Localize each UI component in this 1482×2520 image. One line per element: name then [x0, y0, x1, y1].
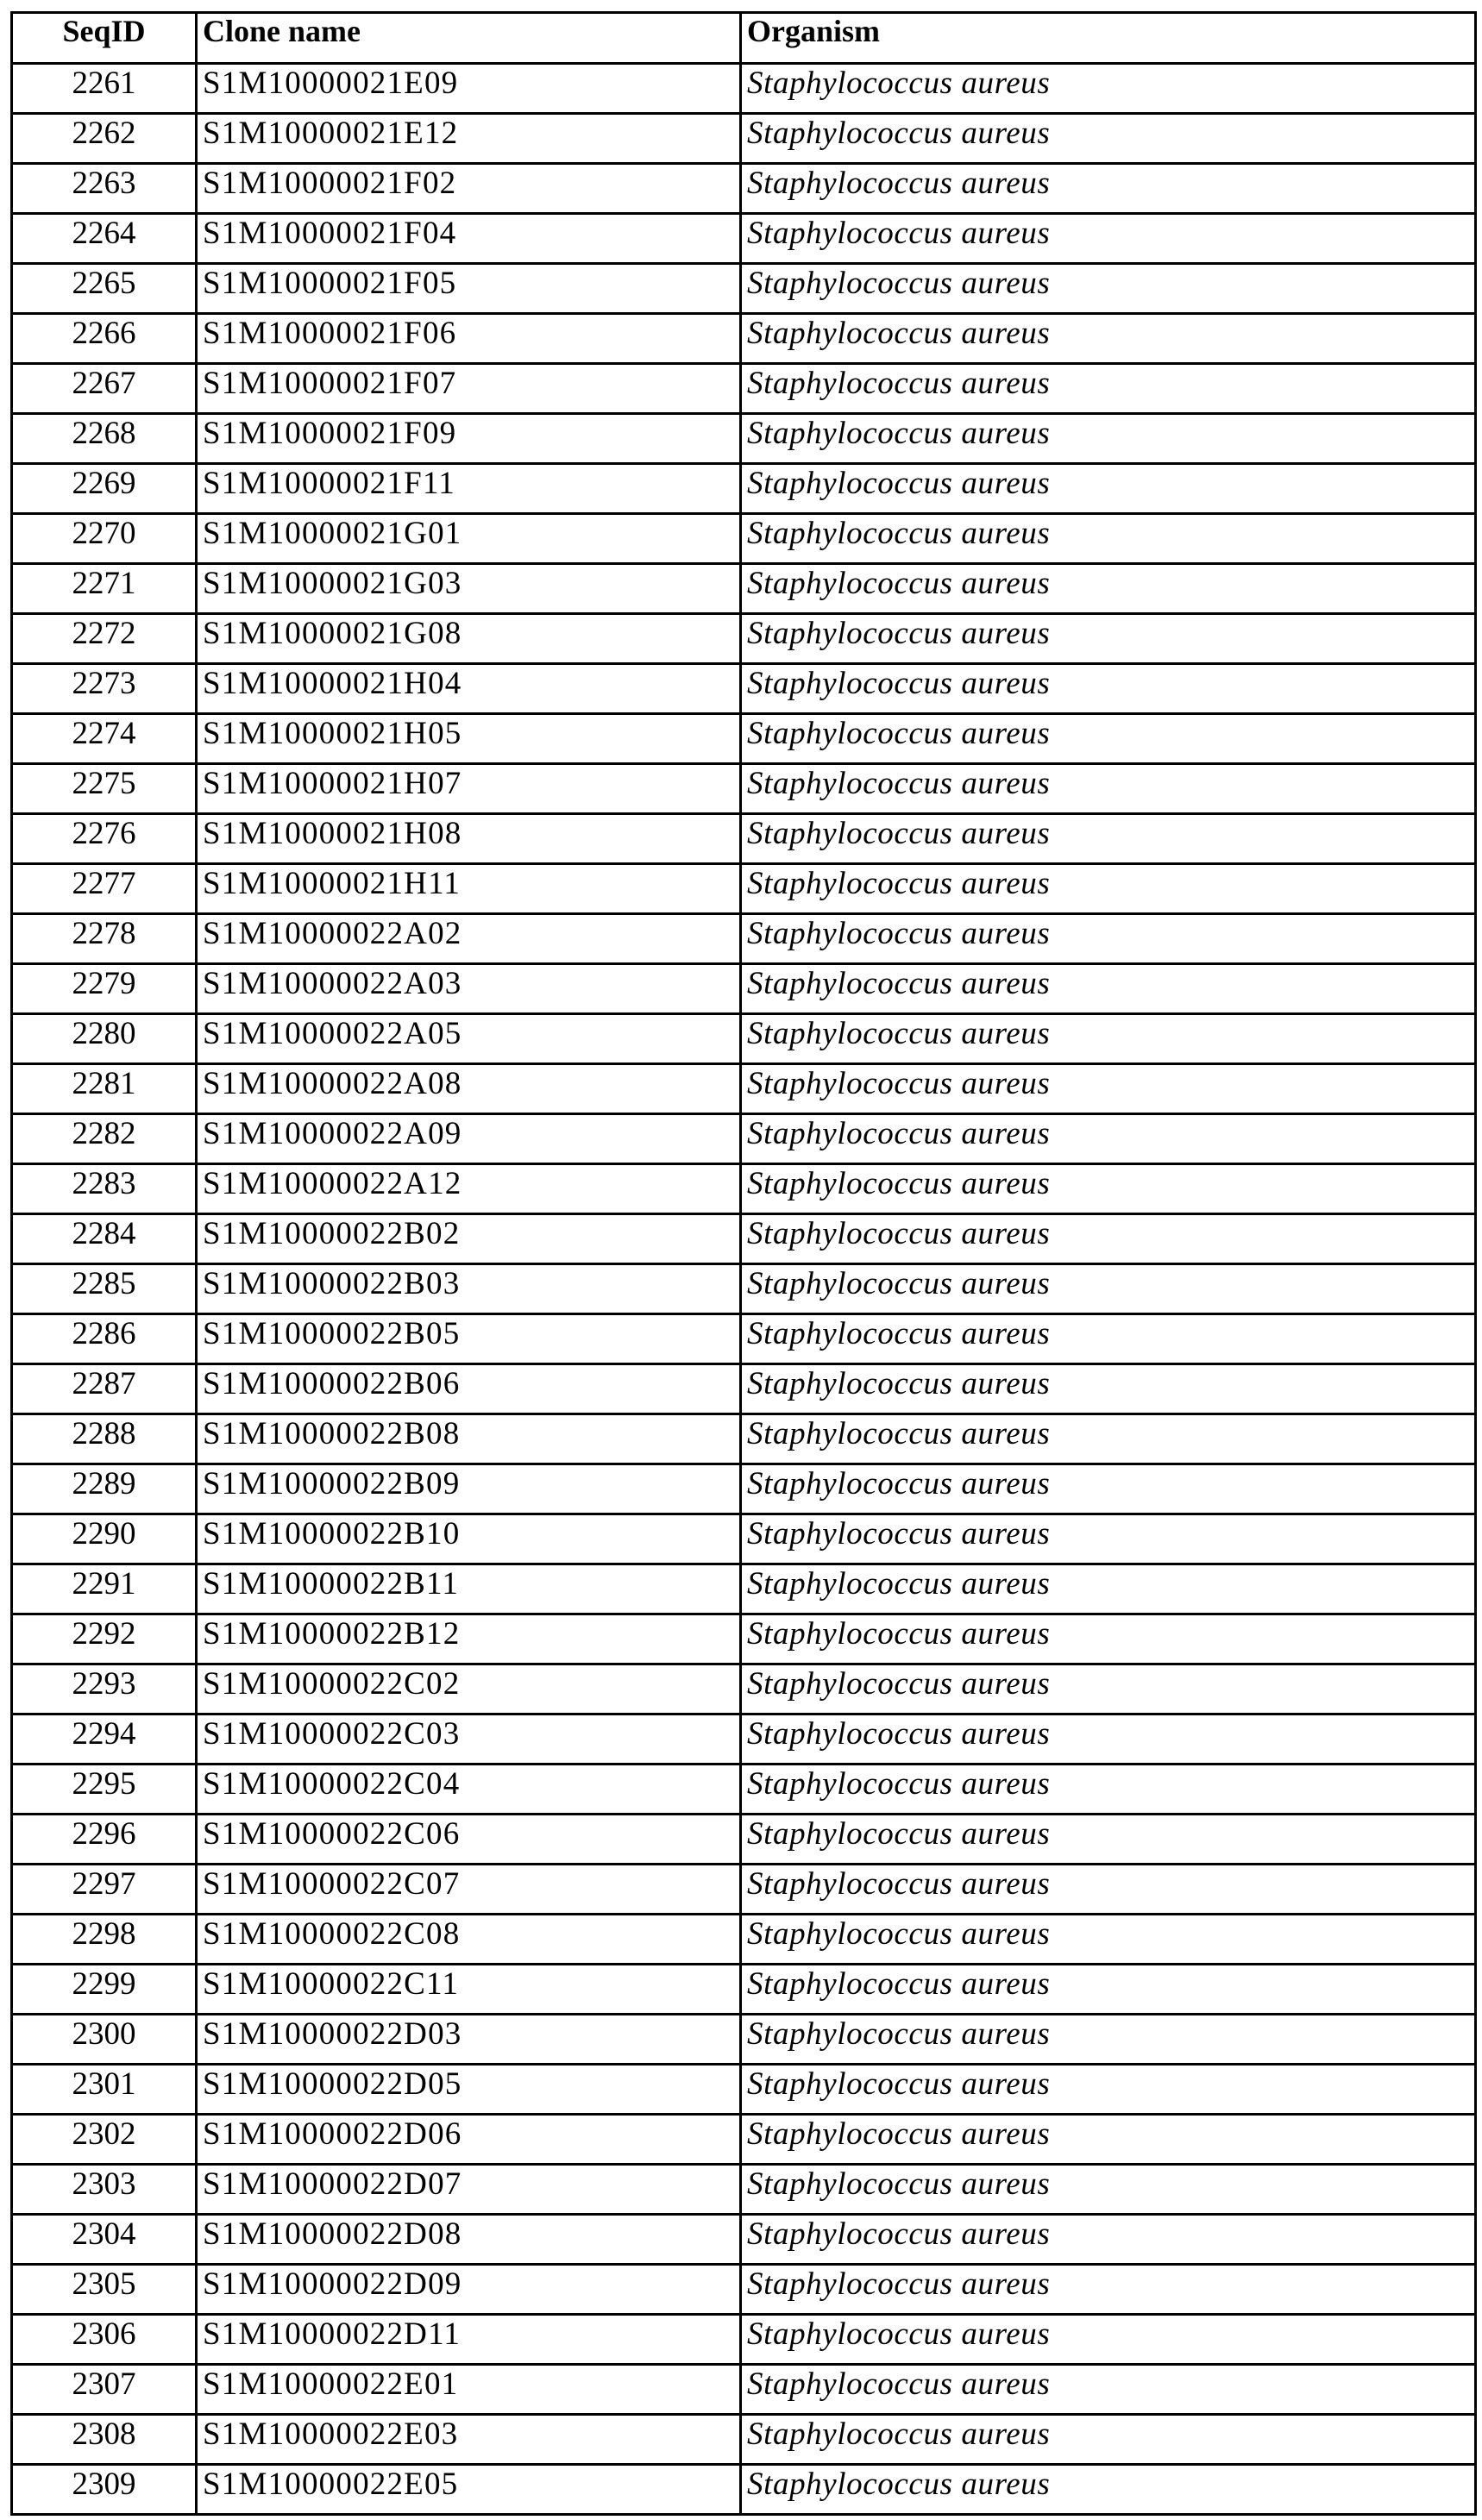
- organism-cell: Staphylococcus aureus: [741, 1214, 1476, 1264]
- table-row: [12, 2065, 1476, 2115]
- organism-cell: Staphylococcus aureus: [741, 1564, 1476, 1614]
- seq-id-cell: 2307: [12, 2365, 197, 2415]
- table-row: [12, 214, 1476, 264]
- clone-name-cell: S1M10000021G01: [197, 514, 741, 564]
- organism-cell: Staphylococcus aureus: [741, 2065, 1476, 2115]
- table-row: [12, 1164, 1476, 1214]
- organism-cell: Staphylococcus aureus: [741, 364, 1476, 414]
- seq-id-cell: 2288: [12, 1414, 197, 1464]
- seq-id-cell: 2264: [12, 214, 197, 264]
- table-row: [12, 1815, 1476, 1865]
- clone-name-cell: S1M10000022D07: [197, 2165, 741, 2215]
- organism-cell: Staphylococcus aureus: [741, 1765, 1476, 1815]
- clone-name-cell: S1M10000021H07: [197, 764, 741, 814]
- clone-name-cell: S1M10000022B03: [197, 1264, 741, 1314]
- table-row: [12, 2165, 1476, 2215]
- organism-cell: Staphylococcus aureus: [741, 1414, 1476, 1464]
- seq-id-cell: 2271: [12, 564, 197, 614]
- seq-id-cell: 2309: [12, 2465, 197, 2515]
- clone-name-cell: S1M10000021F09: [197, 414, 741, 464]
- table-row: [12, 364, 1476, 414]
- seq-id-cell: 2275: [12, 764, 197, 814]
- seq-id-cell: 2263: [12, 164, 197, 214]
- clone-name-cell: S1M10000022B10: [197, 1514, 741, 1564]
- table-row: [12, 64, 1476, 114]
- organism-cell: Staphylococcus aureus: [741, 2115, 1476, 2165]
- table-row: [12, 1064, 1476, 1114]
- clone-name-cell: S1M10000022B09: [197, 1464, 741, 1514]
- seq-id-cell: 2279: [12, 964, 197, 1014]
- seq-id-cell: 2300: [12, 2015, 197, 2065]
- organism-cell: Staphylococcus aureus: [741, 614, 1476, 664]
- seq-id-cell: 2302: [12, 2115, 197, 2165]
- clone-name-cell: S1M10000022B11: [197, 1564, 741, 1614]
- seq-id-cell: 2277: [12, 864, 197, 914]
- organism-cell: Staphylococcus aureus: [741, 1664, 1476, 1714]
- table-row: [12, 1614, 1476, 1664]
- clone-name-cell: S1M10000021F06: [197, 314, 741, 364]
- organism-cell: Staphylococcus aureus: [741, 64, 1476, 114]
- seq-id-cell: 2293: [12, 1664, 197, 1714]
- table-row: [12, 1264, 1476, 1314]
- clone-name-cell: S1M10000021F04: [197, 214, 741, 264]
- table-row: [12, 764, 1476, 814]
- table-row: [12, 464, 1476, 514]
- organism-cell: Staphylococcus aureus: [741, 1965, 1476, 2015]
- organism-cell: Staphylococcus aureus: [741, 2015, 1476, 2065]
- organism-cell: Staphylococcus aureus: [741, 2165, 1476, 2215]
- organism-cell: Staphylococcus aureus: [741, 1464, 1476, 1514]
- clone-name-cell: S1M10000022C06: [197, 1815, 741, 1865]
- seq-id-cell: 2287: [12, 1364, 197, 1414]
- seq-id-cell: 2294: [12, 1714, 197, 1765]
- seq-id-cell: 2297: [12, 1865, 197, 1915]
- organism-cell: Staphylococcus aureus: [741, 1514, 1476, 1564]
- organism-cell: Staphylococcus aureus: [741, 114, 1476, 164]
- clone-name-cell: S1M10000022B06: [197, 1364, 741, 1414]
- table-row: [12, 2315, 1476, 2365]
- header-clone-name: Clone name: [197, 13, 741, 64]
- header-seq-id: SeqID: [12, 13, 197, 64]
- seq-id-cell: 2274: [12, 714, 197, 764]
- clone-name-cell: S1M10000022A09: [197, 1114, 741, 1164]
- table-row: [12, 414, 1476, 464]
- organism-cell: Staphylococcus aureus: [741, 714, 1476, 764]
- organism-cell: Staphylococcus aureus: [741, 864, 1476, 914]
- seq-id-cell: 2303: [12, 2165, 197, 2215]
- seq-id-cell: 2301: [12, 2065, 197, 2115]
- table-row: [12, 614, 1476, 664]
- organism-cell: Staphylococcus aureus: [741, 2415, 1476, 2465]
- seq-id-cell: 2308: [12, 2415, 197, 2465]
- clone-name-cell: S1M10000022B08: [197, 1414, 741, 1464]
- organism-cell: Staphylococcus aureus: [741, 814, 1476, 864]
- table-row: [12, 114, 1476, 164]
- table-row: [12, 1714, 1476, 1765]
- clone-name-cell: S1M10000021F05: [197, 264, 741, 314]
- table-row: [12, 2015, 1476, 2065]
- clone-name-cell: S1M10000022E03: [197, 2415, 741, 2465]
- seq-id-cell: 2261: [12, 64, 197, 114]
- seq-id-cell: 2272: [12, 614, 197, 664]
- clone-name-cell: S1M10000021E12: [197, 114, 741, 164]
- table-row: [12, 314, 1476, 364]
- clone-name-cell: S1M10000022A12: [197, 1164, 741, 1214]
- clone-name-cell: S1M10000022D08: [197, 2215, 741, 2265]
- clone-name-cell: S1M10000022C08: [197, 1915, 741, 1965]
- seq-id-cell: 2286: [12, 1314, 197, 1364]
- table-row: [12, 1564, 1476, 1614]
- clone-name-cell: S1M10000022E01: [197, 2365, 741, 2415]
- seq-id-cell: 2280: [12, 1014, 197, 1064]
- organism-cell: Staphylococcus aureus: [741, 1014, 1476, 1064]
- seq-id-cell: 2285: [12, 1264, 197, 1314]
- clone-name-cell: S1M10000022D06: [197, 2115, 741, 2165]
- clone-name-cell: S1M10000021G03: [197, 564, 741, 614]
- clone-name-cell: S1M10000022D09: [197, 2265, 741, 2315]
- organism-cell: Staphylococcus aureus: [741, 2365, 1476, 2415]
- seq-id-cell: 2266: [12, 314, 197, 364]
- clone-name-cell: S1M10000022A03: [197, 964, 741, 1014]
- seq-id-cell: 2278: [12, 914, 197, 964]
- organism-cell: Staphylococcus aureus: [741, 1064, 1476, 1114]
- table-row: [12, 1865, 1476, 1915]
- organism-cell: Staphylococcus aureus: [741, 2215, 1476, 2265]
- table-row: [12, 1364, 1476, 1414]
- table-row: [12, 1514, 1476, 1564]
- clone-name-cell: S1M10000021F07: [197, 364, 741, 414]
- table-row: [12, 514, 1476, 564]
- organism-cell: Staphylococcus aureus: [741, 164, 1476, 214]
- clone-name-cell: S1M10000021G08: [197, 614, 741, 664]
- organism-cell: Staphylococcus aureus: [741, 1264, 1476, 1314]
- organism-cell: Staphylococcus aureus: [741, 514, 1476, 564]
- table-row: [12, 964, 1476, 1014]
- table-row: [12, 2115, 1476, 2165]
- clone-name-cell: S1M10000022C02: [197, 1664, 741, 1714]
- organism-cell: Staphylococcus aureus: [741, 1815, 1476, 1865]
- organism-cell: Staphylococcus aureus: [741, 1865, 1476, 1915]
- sequence-table: [10, 11, 1477, 2516]
- seq-id-cell: 2292: [12, 1614, 197, 1664]
- clone-name-cell: S1M10000021F11: [197, 464, 741, 514]
- table-row: [12, 1414, 1476, 1464]
- organism-cell: Staphylococcus aureus: [741, 1164, 1476, 1214]
- table-row: [12, 2415, 1476, 2465]
- organism-cell: Staphylococcus aureus: [741, 1364, 1476, 1414]
- table-row: [12, 1765, 1476, 1815]
- table-row: [12, 2465, 1476, 2515]
- seq-id-cell: 2282: [12, 1114, 197, 1164]
- seq-id-cell: 2270: [12, 514, 197, 564]
- seq-id-cell: 2284: [12, 1214, 197, 1264]
- organism-cell: Staphylococcus aureus: [741, 564, 1476, 614]
- organism-cell: Staphylococcus aureus: [741, 2265, 1476, 2315]
- table-row: [12, 914, 1476, 964]
- seq-id-cell: 2291: [12, 1564, 197, 1614]
- clone-name-cell: S1M10000021H05: [197, 714, 741, 764]
- clone-name-cell: S1M10000022D11: [197, 2315, 741, 2365]
- header-organism: Organism: [741, 13, 1476, 64]
- clone-name-cell: S1M10000021H08: [197, 814, 741, 864]
- organism-cell: Staphylococcus aureus: [741, 964, 1476, 1014]
- clone-name-cell: S1M10000022B12: [197, 1614, 741, 1664]
- clone-name-cell: S1M10000022A02: [197, 914, 741, 964]
- table-row: [12, 1314, 1476, 1364]
- clone-name-cell: S1M10000022B05: [197, 1314, 741, 1364]
- organism-cell: Staphylococcus aureus: [741, 1915, 1476, 1965]
- table-row: [12, 264, 1476, 314]
- table-row: [12, 1464, 1476, 1514]
- seq-id-cell: 2283: [12, 1164, 197, 1214]
- document-page: [10, 11, 1474, 2516]
- seq-id-cell: 2289: [12, 1464, 197, 1514]
- clone-name-cell: S1M10000022A08: [197, 1064, 741, 1114]
- organism-cell: Staphylococcus aureus: [741, 914, 1476, 964]
- seq-id-cell: 2276: [12, 814, 197, 864]
- table-row: [12, 2215, 1476, 2265]
- table-row: [12, 1664, 1476, 1714]
- seq-id-cell: 2306: [12, 2315, 197, 2365]
- table-row: [12, 1014, 1476, 1064]
- table-row: [12, 864, 1476, 914]
- organism-cell: Staphylococcus aureus: [741, 464, 1476, 514]
- clone-name-cell: S1M10000021F02: [197, 164, 741, 214]
- clone-name-cell: S1M10000021E09: [197, 64, 741, 114]
- organism-cell: Staphylococcus aureus: [741, 2465, 1476, 2515]
- clone-name-cell: S1M10000021H11: [197, 864, 741, 914]
- seq-id-cell: 2295: [12, 1765, 197, 1815]
- organism-cell: Staphylococcus aureus: [741, 2315, 1476, 2365]
- seq-id-cell: 2290: [12, 1514, 197, 1564]
- organism-cell: Staphylococcus aureus: [741, 664, 1476, 714]
- seq-id-cell: 2262: [12, 114, 197, 164]
- clone-name-cell: S1M10000021H04: [197, 664, 741, 714]
- seq-id-cell: 2281: [12, 1064, 197, 1114]
- table-row: [12, 1114, 1476, 1164]
- organism-cell: Staphylococcus aureus: [741, 764, 1476, 814]
- seq-id-cell: 2305: [12, 2265, 197, 2315]
- table-row: [12, 1915, 1476, 1965]
- seq-id-cell: 2296: [12, 1815, 197, 1865]
- clone-name-cell: S1M10000022C07: [197, 1865, 741, 1915]
- seq-id-cell: 2268: [12, 414, 197, 464]
- clone-name-cell: S1M10000022C03: [197, 1714, 741, 1765]
- organism-cell: Staphylococcus aureus: [741, 1314, 1476, 1364]
- seq-id-cell: 2265: [12, 264, 197, 314]
- table-row: [12, 664, 1476, 714]
- table-header: [12, 13, 1476, 64]
- organism-cell: Staphylococcus aureus: [741, 414, 1476, 464]
- seq-id-cell: 2267: [12, 364, 197, 414]
- table-row: [12, 714, 1476, 764]
- seq-id-cell: 2273: [12, 664, 197, 714]
- seq-id-cell: 2269: [12, 464, 197, 514]
- organism-cell: Staphylococcus aureus: [741, 264, 1476, 314]
- seq-id-cell: 2304: [12, 2215, 197, 2265]
- table-row: [12, 1965, 1476, 2015]
- table-row: [12, 2365, 1476, 2415]
- organism-cell: Staphylococcus aureus: [741, 214, 1476, 264]
- table-row: [12, 2265, 1476, 2315]
- clone-name-cell: S1M10000022D03: [197, 2015, 741, 2065]
- clone-name-cell: S1M10000022D05: [197, 2065, 741, 2115]
- seq-id-cell: 2299: [12, 1965, 197, 2015]
- header-row: [12, 13, 1476, 64]
- clone-name-cell: S1M10000022C11: [197, 1965, 741, 2015]
- clone-name-cell: S1M10000022A05: [197, 1014, 741, 1064]
- clone-name-cell: S1M10000022B02: [197, 1214, 741, 1264]
- seq-id-cell: 2298: [12, 1915, 197, 1965]
- organism-cell: Staphylococcus aureus: [741, 1114, 1476, 1164]
- organism-cell: Staphylococcus aureus: [741, 314, 1476, 364]
- organism-cell: Staphylococcus aureus: [741, 1714, 1476, 1765]
- organism-cell: Staphylococcus aureus: [741, 1614, 1476, 1664]
- table-row: [12, 164, 1476, 214]
- clone-name-cell: S1M10000022E05: [197, 2465, 741, 2515]
- table-row: [12, 814, 1476, 864]
- table-body: [12, 64, 1476, 2515]
- table-row: [12, 1214, 1476, 1264]
- table-row: [12, 564, 1476, 614]
- clone-name-cell: S1M10000022C04: [197, 1765, 741, 1815]
